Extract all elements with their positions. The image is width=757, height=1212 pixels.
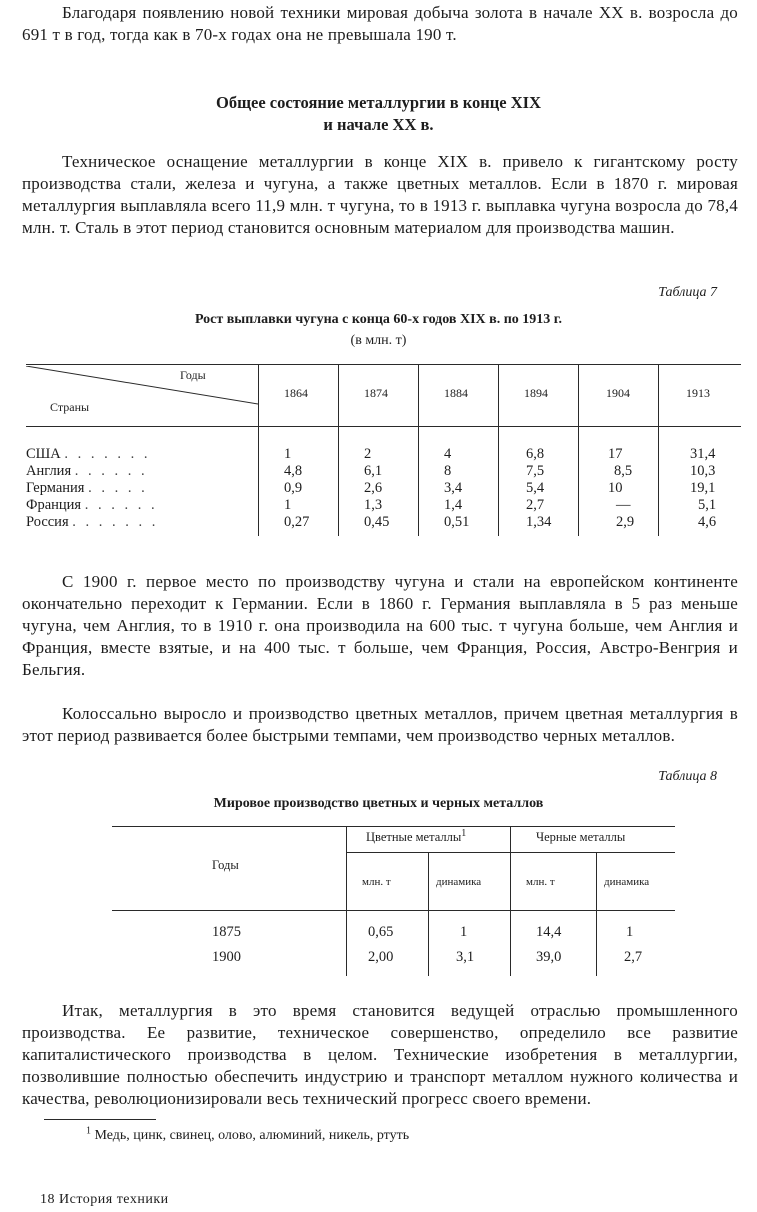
table7-cell: 5,1 [698,497,717,513]
table7-cell: 2,9 [616,514,635,530]
section-heading-line1: Общее состояние металлургии в конце XIX [215,93,542,112]
table7-cell: 1,34 [526,514,552,530]
table7-year-header: 1913 [686,386,710,400]
country-name: Англия [26,463,72,479]
table7-col-divider [658,364,659,536]
table7-year-header: 1894 [524,386,548,400]
page-number: 18 [40,1192,55,1207]
table7-row-country [26,514,158,531]
table7-year-header: 1864 [284,386,308,400]
table7-cell: 4,8 [284,463,303,479]
table7-col-divider [418,364,419,536]
table8-sub-header: динамика [604,876,650,888]
country-name: Франция [26,497,82,513]
leader-dots: . . . . . . . [64,446,151,462]
table7-cell: 0,45 [364,514,390,530]
country-name: США [26,446,61,462]
table7-cell: 8,5 [614,463,633,479]
table7-row-country [26,497,158,514]
table7-diagonal-divider [26,366,258,426]
table8-cell: 1 [626,924,634,940]
footnote-separator [44,1119,156,1120]
table8-cell: 3,1 [456,949,475,965]
table8-year: 1875 [212,924,241,940]
table7-cell: 19,1 [690,480,716,496]
leader-dots: . . . . . . . [72,514,159,530]
table8-cell: 1 [460,924,468,940]
leader-dots: . . . . . [88,480,148,496]
table8-cell: 0,65 [368,924,394,940]
table8-years-header: Годы [212,858,239,872]
table7-cell: 6,8 [526,446,545,462]
table7-cell: 1 [284,497,292,513]
table7-cell: 1,4 [444,497,463,513]
paragraph-conclusion: Итак, металлургия в это время становится ведущей отраслью промышленного производства. Ее развитие, техническое совершенство, определило все развитие капиталистического производства в целом. Технические изобретения в металлургии, позволившие полностью обеспечить индустрию и транспорт металлом нужного количества и качества, революционизировали весь технический прогресс своего времени. [22,1001,738,1108]
table8-header-rule [112,910,675,911]
table8-sub-header: млн. т [526,876,555,888]
table7-cell: 3,4 [444,480,463,496]
table8-cell: 39,0 [536,949,562,965]
table8-cell: 14,4 [536,924,562,940]
table7-corner-countries: Страны [50,400,90,414]
table8-label: Таблица 8 [658,769,717,784]
table8-year: 1900 [212,949,241,965]
table7-row-country [26,446,151,463]
table8-col-divider [596,852,597,976]
table7-cell: 4,6 [698,514,717,530]
table7-top-rule [26,364,741,365]
footnote [86,1125,410,1144]
table7-year-header: 1904 [606,386,630,400]
table7-cell: 1,3 [364,497,383,513]
table7-row-country [26,463,148,480]
table7-header-rule [26,426,741,427]
table8-col-divider [428,852,429,976]
table7-col-divider [258,364,259,536]
table7-cell: 6,1 [364,463,383,479]
table7-row-country [26,480,148,497]
table7-cell: 10 [608,480,623,496]
table8-title: Мировое производство цветных и черных металлов [213,796,544,811]
table7-cell: 10,3 [690,463,716,479]
table7-subtitle-wrap [0,330,757,351]
table7-cell: 0,9 [284,480,303,496]
section-heading-line2: и начале XX в. [323,115,434,134]
table8-col-divider [346,826,347,976]
table8-sub-header: млн. т [362,876,391,888]
table7-cell: — [616,497,631,513]
leader-dots: . . . . . . [84,497,158,513]
table7-year-header: 1884 [444,386,468,400]
group-label: Цветные металлы [366,830,462,844]
paragraph-germany: С 1900 г. первое место по производству чугуна и стали на европейском континенте окончательно переходит к Германии. Если в 1860 г. Германия выплавляла в 5 раз меньше чугуна, чем Англия, то в 1910 г. она производила на 600 тыс. т чугуна больше, чем Англия и Франция, вместе взятые, и на 400 тыс. т больше, чем Франция, Россия, Австро-Венгрия и Бельгия. [22,572,738,679]
leader-dots: . . . . . . [74,463,148,479]
paragraph-metallurgy-equipment: Техническое оснащение металлургии в конце XIX в. привело к гигантскому росту производства стали, железа и чугуна, а также цветных металлов. Если в 1870 г. мировая металлургия выплавляла всего 11,9 млн. т чугуна, то в 1913 г. выплавка чугуна возросла до 78,4 млн. т. Сталь в этот период становится основным материалом для производства машин. [22,152,738,237]
table7-cell: 1 [284,446,292,462]
footnote-text: Медь, цинк, свинец, олово, алюминий, никель, ртуть [94,1128,410,1143]
table8-group-ferrous: Черные металлы [536,830,626,844]
table8-group-nonferrous [366,827,467,845]
table7-cell: 2,6 [364,480,383,496]
paragraph-nonferrous: Колоссально выросло и производство цветных металлов, причем цветная металлургия в этот период развивается более быстрыми темпами, чем производство черных металлов. [22,704,738,745]
table7-cell: 4 [444,446,452,462]
table7-cell: 0,51 [444,514,470,530]
table7-col-divider [498,364,499,536]
table7-year-header: 1874 [364,386,388,400]
table8-cell: 2,00 [368,949,394,965]
table7-cell: 8 [444,463,452,479]
table7-col-divider [578,364,579,536]
table8-col-divider [510,826,511,976]
footnote-marker: 1 [86,1125,91,1137]
table7-corner-years: Годы [180,368,206,382]
table7-subtitle: (в млн. т) [350,333,407,348]
page-footer [40,1192,169,1208]
table7-title: Рост выплавки чугуна с конца 60-х годов XIX в. по 1913 г. [194,312,563,327]
table7-label: Таблица 7 [658,285,717,300]
table7-cell: 2 [364,446,372,462]
footnote-marker: 1 [461,827,467,839]
table7-col-divider [338,364,339,536]
table7-cell: 7,5 [526,463,545,479]
running-title: История техники [59,1192,169,1207]
table8-sub-header: динамика [436,876,482,888]
table7-cell: 0,27 [284,514,310,530]
table7-cell: 31,4 [690,446,716,462]
table8-cell: 2,7 [624,949,643,965]
paragraph-gold: Благодаря появлению новой техники мировая добыча золота в начале XX в. возросла до 691 т в год, тогда как в 70-х годах она не превышала 190 т. [22,3,738,44]
country-name: Германия [26,480,85,496]
table7-cell: 2,7 [526,497,545,513]
table8-top-rule [112,826,675,827]
table7-cell: 5,4 [526,480,545,496]
country-name: Россия [26,514,69,530]
table7-cell: 17 [608,446,623,462]
